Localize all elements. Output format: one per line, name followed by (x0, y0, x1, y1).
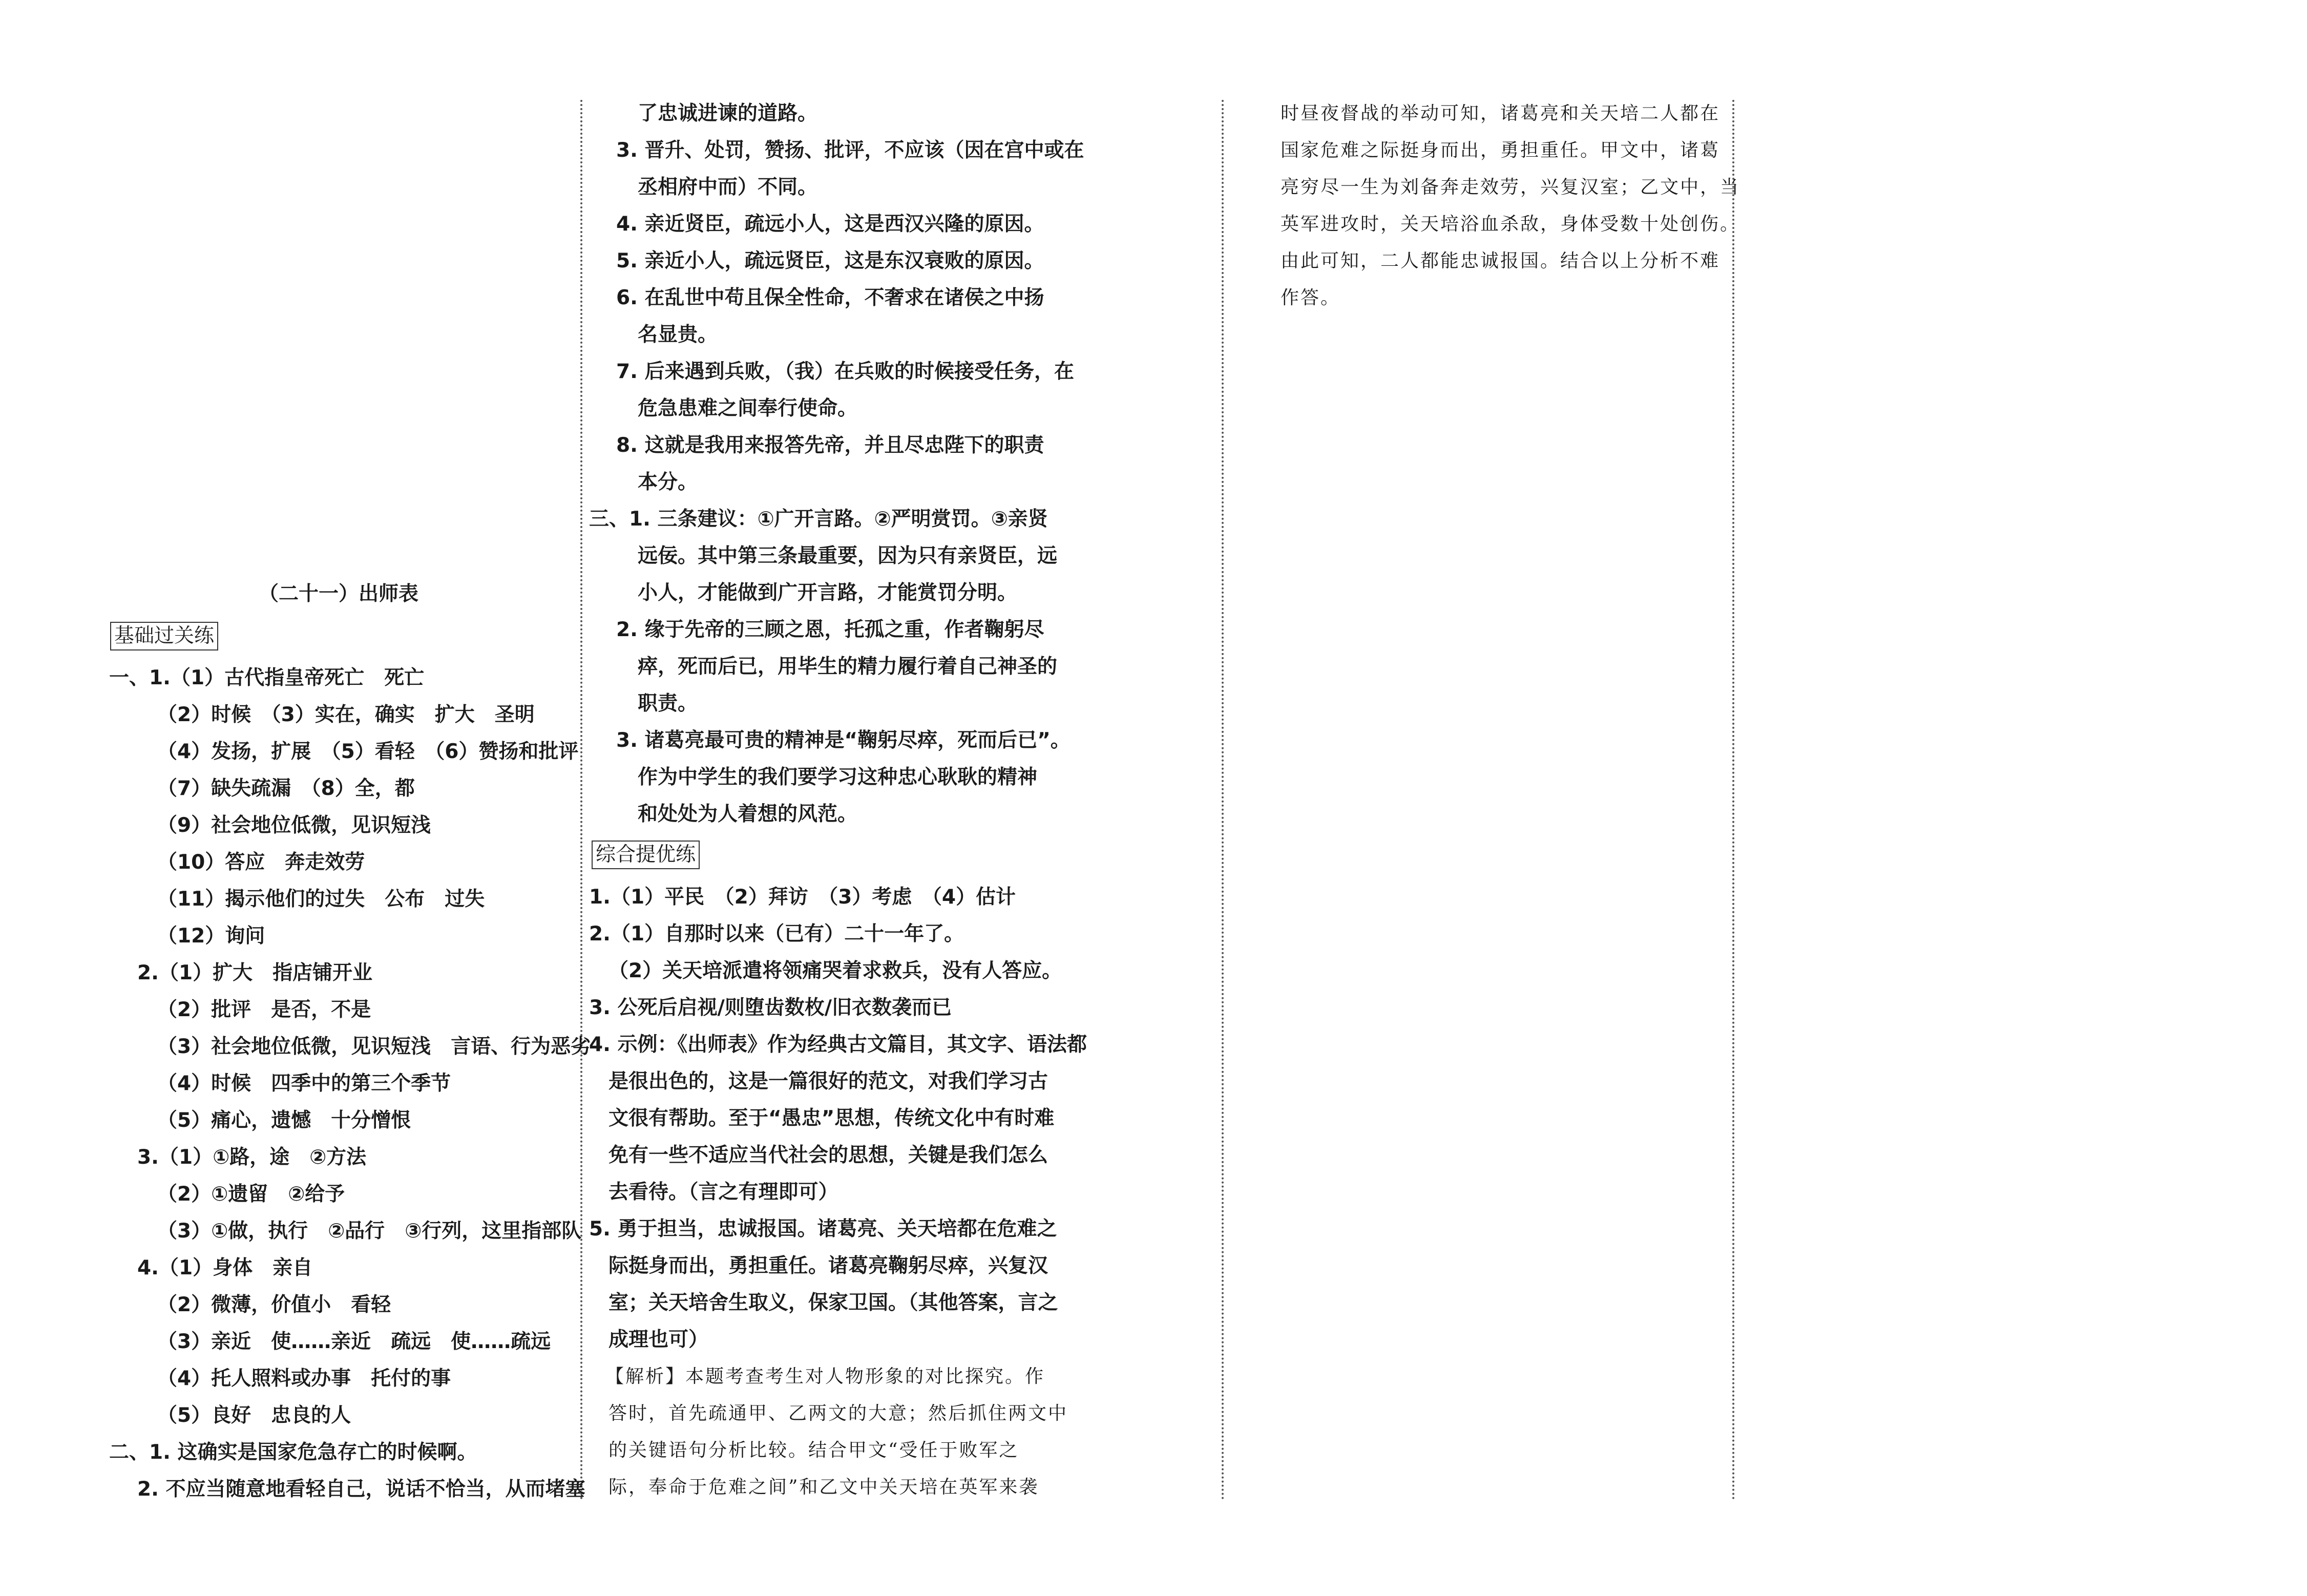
col1-line: （2）微薄，价值小 看轻 (157, 1293, 391, 1316)
section-label-comprehensive: 综合提优练 (592, 841, 700, 869)
col1-line: （2）①遗留 ②给予 (157, 1183, 345, 1206)
analysis-line: 由此可知，二人都能忠诚报国。结合以上分析不难 (1281, 250, 1721, 271)
col2-line: 职责。 (638, 692, 698, 715)
analysis-line: 答时，首先疏通甲、乙两文的大意；然后抓住两文中 (609, 1403, 1068, 1424)
col2-line: 丞相府中而）不同。 (638, 176, 818, 199)
col2-line: 3. 公死后启视/则堕齿数枚/旧衣数袭而已 (589, 996, 952, 1019)
col1-line: （12）询问 (157, 925, 265, 948)
col2-line: 4. 示例：《出师表》作为经典古文篇目，其文字、语法都 (589, 1033, 1087, 1056)
col2-line: 5. 亲近小人，疏远贤臣，这是东汉衰败的原因。 (616, 249, 1044, 272)
page-title: （二十一）出师表 (259, 582, 419, 605)
col1-line: （7）缺失疏漏 （8）全，都 (157, 777, 415, 800)
col2-line: 4. 亲近贤臣，疏远小人，这是西汉兴隆的原因。 (616, 213, 1044, 236)
col2-line: 2. 缘于先帝的三顾之恩，托孤之重，作者鞠躬尽 (616, 618, 1044, 641)
col2-line: 文很有帮助。至于“愚忠”思想，传统文化中有时难 (609, 1107, 1055, 1130)
analysis-line: 时昼夜督战的举动可知，诸葛亮和关天培二人都在 (1281, 103, 1721, 124)
col1-line: 一、1.（1）古代指皇帝死亡 死亡 (109, 666, 425, 689)
col1-line: （2）时候 （3）实在，确实 扩大 圣明 (157, 703, 535, 726)
column-divider-1 (580, 100, 582, 1501)
col1-line: 二、1. 这确实是国家危急存亡的时候啊。 (109, 1441, 477, 1464)
section-label-basic: 基础过关练 (110, 622, 218, 650)
analysis-line: 国家危难之际挺身而出，勇担重任。甲文中，诸葛 (1281, 140, 1721, 161)
col1-line: （3）①做，执行 ②品行 ③行列，这里指部队 (157, 1220, 582, 1243)
col2-line: 3. 诸葛亮最可贵的精神是“鞠躬尽瘁，死而后已”。 (616, 729, 1071, 752)
col2-line: 免有一些不适应当代社会的思想，关键是我们怎么 (609, 1144, 1048, 1167)
col1-line: 4.（1）身体 亲自 (137, 1256, 313, 1279)
col1-line: （3）亲近 使……亲近 疏远 使……疏远 (157, 1330, 551, 1353)
col1-line: 3.（1）①路，途 ②方法 (137, 1146, 367, 1169)
analysis-line: 的关键语句分析比较。结合甲文“受任于败军之 (609, 1440, 1019, 1461)
col2-line: 际挺身而出，勇担重任。诸葛亮鞠躬尽瘁，兴复汉 (609, 1254, 1048, 1277)
col2-line: 室；关天培舍生取义，保家卫国。（其他答案，言之 (609, 1291, 1058, 1314)
analysis-line: 英军进攻时，关天培浴血杀敌，身体受数十处创伤。 (1281, 214, 1740, 235)
col1-line: （10）答应 奔走效劳 (157, 851, 365, 874)
col2-line: 去看待。（言之有理即可） (609, 1181, 838, 1204)
column-divider-2 (1222, 100, 1224, 1501)
col1-line: （3）社会地位低微，见识短浅 言语、行为恶劣 (157, 1035, 591, 1058)
col2-line: 7. 后来遇到兵败，（我）在兵败的时候接受任务，在 (616, 360, 1075, 383)
col2-line: 是很出色的，这是一篇很好的范文，对我们学习古 (609, 1070, 1048, 1093)
column-divider-3 (1732, 100, 1734, 1501)
col2-line: 三、1. 三条建议：①广开言路。②严明赏罚。③亲贤 (589, 508, 1048, 531)
col2-line: 6. 在乱世中苟且保全性命，不奢求在诸侯之中扬 (616, 286, 1044, 309)
analysis-line: 作答。 (1281, 287, 1341, 308)
analysis-line: 际，奉命于危难之间”和乙文中关天培在英军来袭 (609, 1477, 1039, 1498)
analysis-line: 【解析】本题考查考生对人物形象的对比探究。作 (605, 1366, 1045, 1387)
col2-line: 3. 晋升、处罚，赞扬、批评，不应该（因在宫中或在 (616, 139, 1084, 162)
col2-line: 8. 这就是我用来报答先帝，并且尽忠陛下的职责 (616, 434, 1044, 457)
col1-line: （4）发扬，扩展 （5）看轻 （6）赞扬和批评 (157, 740, 579, 763)
col2-line: 危急患难之间奉行使命。 (638, 397, 858, 420)
col1-line: （4）时候 四季中的第三个季节 (157, 1072, 451, 1095)
col1-line: （5）良好 忠良的人 (157, 1404, 351, 1427)
col2-line: 远佞。其中第三条最重要，因为只有亲贤臣，远 (638, 544, 1058, 568)
col2-line: 瘁，死而后已，用毕生的精力履行着自己神圣的 (638, 655, 1058, 678)
col2-line: 5. 勇于担当，忠诚报国。诸葛亮、关天培都在危难之 (589, 1217, 1057, 1241)
col2-line: 1.（1）平民 （2）拜访 （3）考虑 （4）估计 (589, 886, 1016, 909)
col2-line: 2.（1）自那时以来（已有）二十一年了。 (589, 922, 964, 946)
analysis-line: 亮穷尽一生为刘备奔走效劳，兴复汉室；乙文中，当 (1281, 177, 1740, 198)
col2-line: 作为中学生的我们要学习这种忠心耿耿的精神 (638, 766, 1038, 789)
col1-line: （11）揭示他们的过失 公布 过失 (157, 888, 485, 911)
col1-line: 2. 不应当随意地看轻自己，说话不恰当，从而堵塞 (137, 1478, 585, 1501)
col1-line: （2）批评 是否，不是 (157, 998, 371, 1021)
col2-line: 名显贵。 (638, 323, 718, 346)
col2-line: 成理也可） (609, 1328, 709, 1351)
col1-line: 2.（1）扩大 指店铺开业 (137, 961, 373, 984)
col2-line: 本分。 (638, 471, 698, 494)
col2-line: （2）关天培派遣将领痛哭着求救兵，没有人答应。 (609, 959, 1062, 982)
col1-line: （5）痛心，遗憾 十分憎恨 (157, 1109, 411, 1132)
col2-line: 和处处为人着想的风范。 (638, 803, 858, 826)
col1-line: （4）托人照料或办事 托付的事 (157, 1367, 451, 1390)
col2-line: 小人，才能做到广开言路，才能赏罚分明。 (638, 581, 1018, 604)
col2-line: 了忠诚进谏的道路。 (638, 102, 818, 125)
col1-line: （9）社会地位低微，见识短浅 (157, 814, 431, 837)
